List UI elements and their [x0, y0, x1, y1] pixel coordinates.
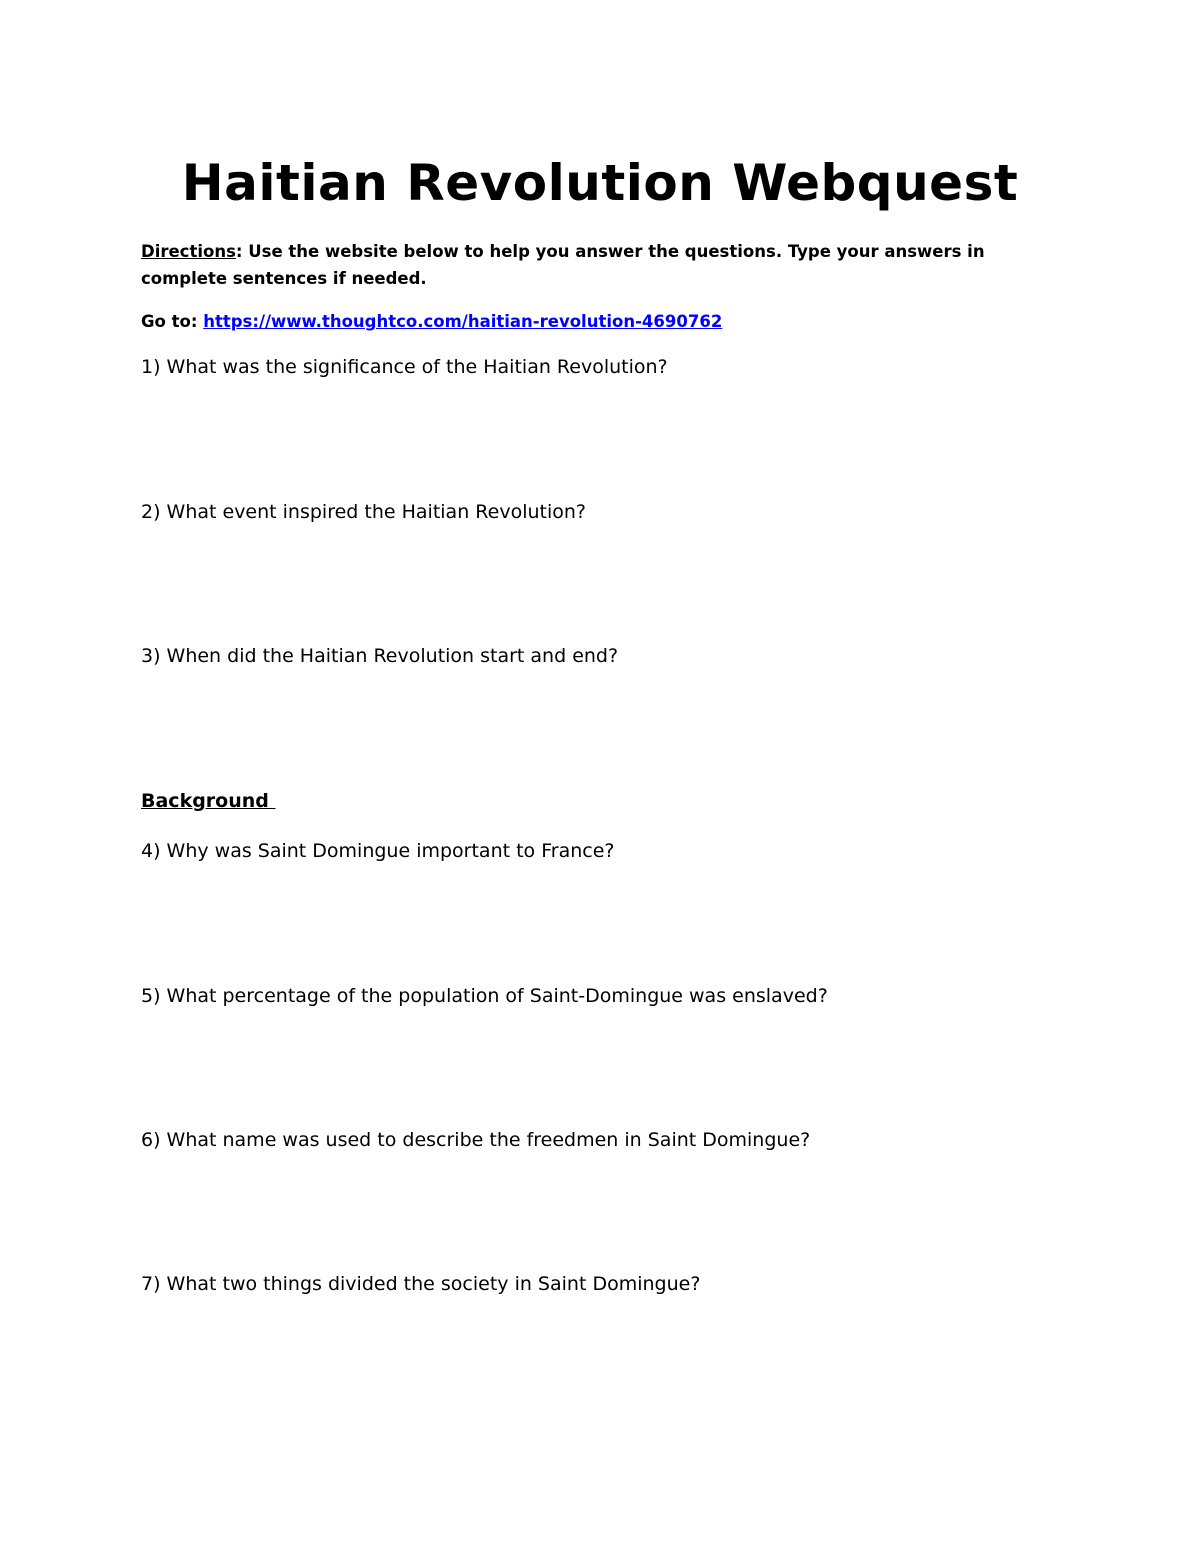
goto-label: Go to: [141, 312, 204, 331]
question-1: 1) What was the significance of the Haitian Revolution? [141, 356, 668, 378]
question-5: 5) What percentage of the population of Saint-Domingue was enslaved? [141, 985, 828, 1007]
question-3: 3) When did the Haitian Revolution start and end? [141, 645, 619, 667]
question-6: 6) What name was used to describe the freedmen in Saint Domingue? [141, 1129, 811, 1151]
question-2: 2) What event inspired the Haitian Revolution? [141, 501, 586, 523]
directions-label: Directions [141, 242, 236, 261]
question-4: 4) Why was Saint Domingue important to France? [141, 840, 615, 862]
section-heading-background: Background [141, 790, 276, 812]
website-link[interactable]: https://www.thoughtco.com/haitian-revolution-4690762 [203, 312, 723, 331]
page-title: Haitian Revolution Webquest [181, 154, 1019, 212]
question-7: 7) What two things divided the society in Saint Domingue? [141, 1273, 701, 1295]
goto-line [141, 308, 722, 335]
directions-paragraph [141, 238, 1021, 292]
directions-text: : Use the website below to help you answer the questions. Type your answers in complete sentences if needed. [141, 242, 985, 288]
